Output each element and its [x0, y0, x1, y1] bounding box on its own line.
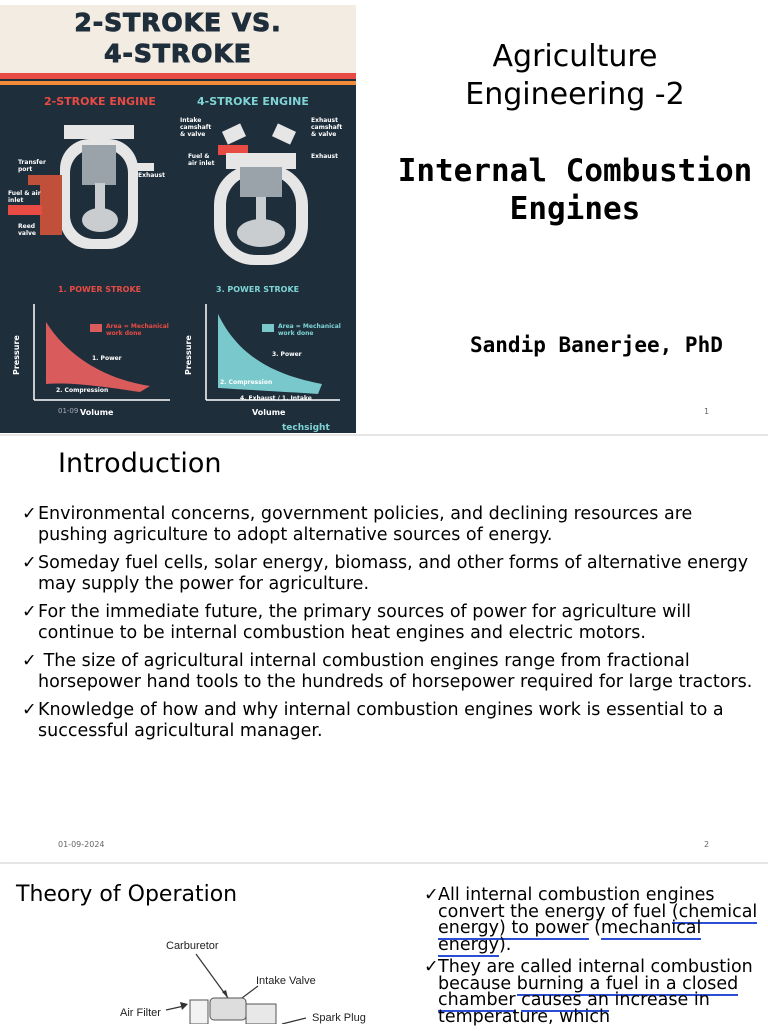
right-chart-label-exhaust-intake: 4. Exhaust / 1. Intake [240, 395, 312, 402]
label-fuel-air-inlet-right: Fuel & air inlet [188, 153, 215, 167]
list-item: ✓Knowledge of how and why internal combustion engines work is essential to a successful agricultural manager. [22, 700, 724, 741]
author-name: Sandip Banerjee, PhD [470, 333, 723, 357]
presentation-title-line2: Engineering -2 [465, 77, 685, 112]
pv-diagrams [0, 300, 356, 430]
slide-divider-2 [0, 862, 768, 864]
label-exhaust-camshaft: Exhaust camshaft & valve [311, 117, 343, 138]
left-y-axis-label: Pressure [12, 335, 21, 375]
banner-title-line1: 2-STROKE VS. [74, 8, 282, 37]
right-stroke-caption: 3. POWER STROKE [216, 285, 300, 294]
left-chart-label-compression: 2. Compression [56, 387, 109, 394]
left-chart-label-power: 1. Power [92, 355, 122, 362]
check-icon: ✓ [424, 957, 439, 977]
slide1-page-number: 1 [704, 407, 710, 416]
slide-divider-1 [0, 434, 768, 436]
right-chart-label-compression: 2. Compression [220, 379, 273, 386]
slide2-page-number: 2 [704, 840, 710, 849]
theory-title: Theory of Operation [16, 882, 238, 907]
banner-stripe-red [0, 73, 356, 79]
right-chart-label-power: 3. Power [272, 351, 302, 358]
introduction-title: Introduction [58, 448, 222, 479]
list-item: ✓All internal combustion engines convert the energy of fuel (chemical energy) to power (mechanical energy). [424, 885, 758, 955]
theory-bullet-list [424, 887, 764, 1031]
check-icon: ✓ [22, 700, 37, 720]
left-stroke-caption: 1. POWER STROKE [58, 285, 142, 294]
label-exhaust-right: Exhaust [311, 153, 338, 160]
banner-stripe-orange [0, 81, 356, 85]
introduction-bullet-list [22, 504, 762, 749]
presentation-subtitle-line1: Internal Combustion [397, 153, 753, 189]
list-item: ✓ The size of agricultural internal combustion engines range from fractional horsepower hand tools to the hundreds of horsepower required for large tractors. [22, 651, 753, 692]
infographic-date: 01-09 [58, 407, 79, 415]
right-x-axis-label: Volume [252, 408, 286, 417]
label-exhaust-left: Exhaust [138, 172, 165, 179]
label-carburetor: Carburetor [166, 940, 219, 952]
label-air-filter: Air Filter [120, 1007, 161, 1019]
list-item: ✓For the immediate future, the primary sources of power for agriculture will continue to be internal combustion heat engines and electric motors. [22, 602, 691, 643]
list-item: ✓Someday fuel cells, solar energy, biomass, and other forms of alternative energy may supply the power for agriculture. [22, 553, 749, 594]
left-x-axis-label: Volume [80, 408, 114, 417]
check-icon: ✓ [22, 553, 37, 573]
slide2-date: 01-09-2024 [58, 840, 105, 849]
brand-logo: techsight [282, 423, 330, 433]
label-intake-valve: Intake Valve [256, 975, 316, 987]
label-spark-plug: Spark Plug [312, 1012, 366, 1024]
left-engine-title: 2-STROKE ENGINE [44, 95, 156, 108]
list-item: ✓Environmental concerns, government policies, and declining resources are pushing agriculture to adopt alternative sources of energy. [22, 504, 693, 545]
label-fuel-air-inlet-left: Fuel & air inlet [8, 190, 41, 204]
left-chart-legend: Area = Mechanical work done [106, 323, 169, 337]
right-engine-title: 4-STROKE ENGINE [197, 95, 309, 108]
check-icon: ✓ [22, 504, 37, 524]
presentation-title-line1: Agriculture [492, 39, 658, 74]
right-y-axis-label: Pressure [184, 335, 193, 375]
check-icon: ✓ [22, 651, 37, 671]
engine-infographic [0, 5, 356, 433]
check-icon: ✓ [22, 602, 37, 622]
label-transfer-port: Transfer port [18, 159, 46, 173]
label-reed-valve: Reed valve [18, 223, 36, 237]
check-icon: ✓ [424, 885, 439, 905]
right-chart-legend: Area = Mechanical work done [278, 323, 341, 337]
banner-title-line2: 4-STROKE [104, 39, 252, 68]
presentation-subtitle-line2: Engines [509, 191, 641, 227]
label-intake-camshaft: Intake camshaft & valve [180, 117, 212, 138]
infographic-banner [0, 5, 356, 73]
list-item: ✓They are called internal combustion because burning a fuel in a closed chamber causes an increase in temperature, which [424, 957, 753, 1027]
